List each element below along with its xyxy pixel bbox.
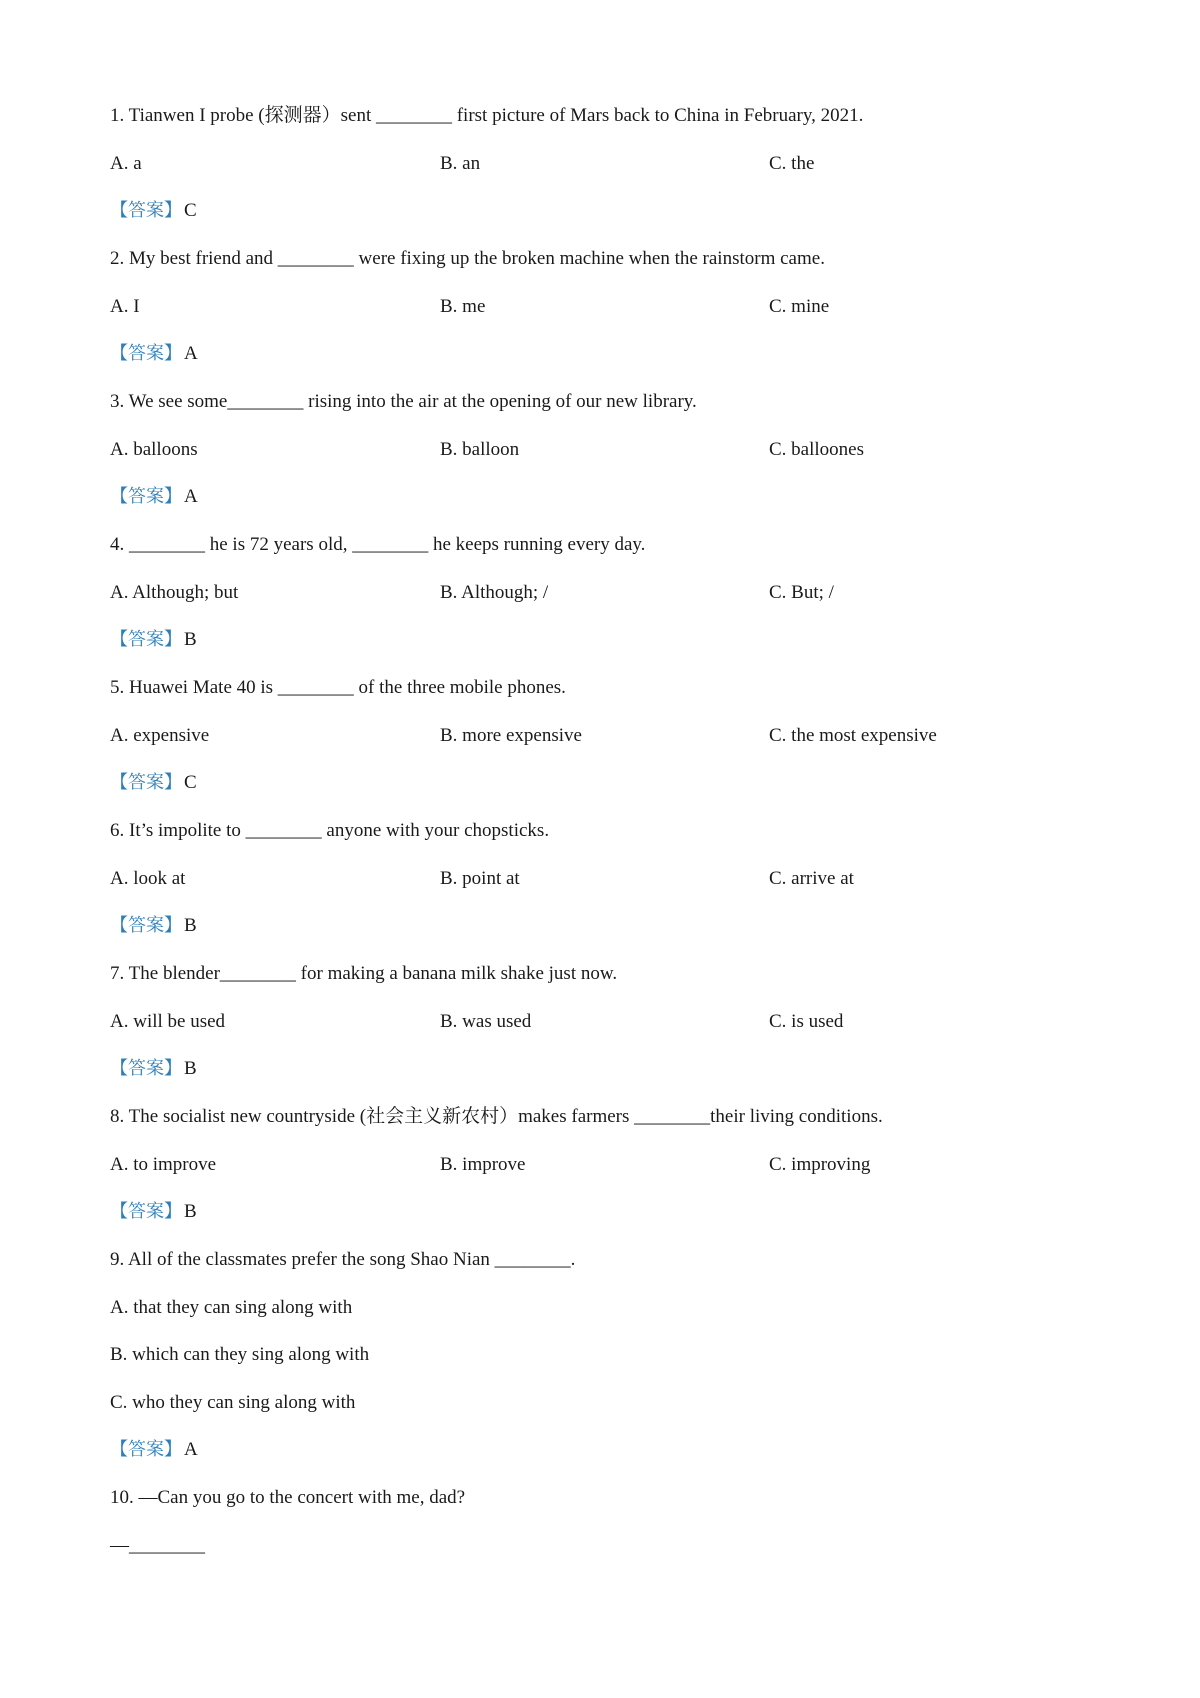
q9-option-b: B. which can they sing along with [110,1344,370,1365]
q2-option-a: A. I [110,296,140,317]
q6-option-c: C. arrive at [769,868,854,889]
answer-value: A [184,486,198,507]
q4-option-c: C. But; / [769,582,834,603]
question-10: 10. —Can you go to the concert with me, dad? [110,1487,466,1508]
answer-value: B [184,1201,197,1222]
q5-option-b: B. more expensive [440,725,582,746]
q5-answer [110,771,197,795]
q1-option-a: A. a [110,153,142,174]
answer-label: 【答案】 [110,629,182,650]
question-4: 4. ________ he is 72 years old, ________ he keeps running every day. [110,534,646,555]
question-7: 7. The blender________ for making a banana milk shake just now. [110,963,618,984]
q8-option-c: C. improving [769,1154,871,1175]
q3-option-a: A. balloons [110,439,198,460]
question-5: 5. Huawei Mate 40 is ________ of the three mobile phones. [110,677,566,698]
question-9: 9. All of the classmates prefer the song Shao Nian ________. [110,1249,576,1270]
answer-label: 【答案】 [110,343,182,364]
q3-answer [110,485,198,509]
answer-value: B [184,915,197,936]
q3-option-b: B. balloon [440,439,520,460]
q7-option-c: C. is used [769,1011,844,1032]
question-8: 8. The socialist new countryside (社会主义新农村）makes farmers ________their living conditions. [110,1106,883,1127]
q1-answer [110,199,197,223]
answer-label: 【答案】 [110,1201,182,1222]
q1-option-b: B. an [440,153,481,174]
q4-option-b: B. Although; / [440,582,549,603]
answer-label: 【答案】 [110,200,182,221]
q8-option-a: A. to improve [110,1154,217,1175]
q3-option-c: C. balloones [769,439,864,460]
q6-option-b: B. point at [440,868,520,889]
question-2: 2. My best friend and ________ were fixing up the broken machine when the rainstorm came. [110,248,825,269]
q6-answer [110,914,197,938]
answer-value: C [184,200,197,221]
answer-value: B [184,629,197,650]
answer-value: A [184,343,198,364]
q4-option-a: A. Although; but [110,582,239,603]
q7-option-b: B. was used [440,1011,532,1032]
q9-option-a: A. that they can sing along with [110,1297,353,1318]
question-3: 3. We see some________ rising into the air at the opening of our new library. [110,391,697,412]
question-6: 6. It’s impolite to ________ anyone with your chopsticks. [110,820,550,841]
q9-option-c: C. who they can sing along with [110,1392,356,1413]
q5-option-a: A. expensive [110,725,210,746]
answer-value: C [184,772,197,793]
q2-option-b: B. me [440,296,486,317]
q7-answer [110,1057,197,1081]
q6-option-a: A. look at [110,868,186,889]
answer-label: 【答案】 [110,915,182,936]
answer-label: 【答案】 [110,1439,182,1460]
q5-option-c: C. the most expensive [769,725,937,746]
q1-option-c: C. the [769,153,815,174]
q9-answer [110,1438,198,1462]
q4-answer [110,628,197,652]
q10-reply: —________ [110,1535,205,1556]
q8-answer [110,1200,197,1224]
q2-option-c: C. mine [769,296,830,317]
answer-label: 【答案】 [110,486,182,507]
q8-option-b: B. improve [440,1154,526,1175]
q2-answer [110,342,198,366]
answer-label: 【答案】 [110,1058,182,1079]
q7-option-a: A. will be used [110,1011,226,1032]
answer-label: 【答案】 [110,772,182,793]
answer-value: B [184,1058,197,1079]
question-1: 1. Tianwen I probe (探测器）sent ________ first picture of Mars back to China in February, 2021. [110,105,864,126]
answer-value: A [184,1439,198,1460]
